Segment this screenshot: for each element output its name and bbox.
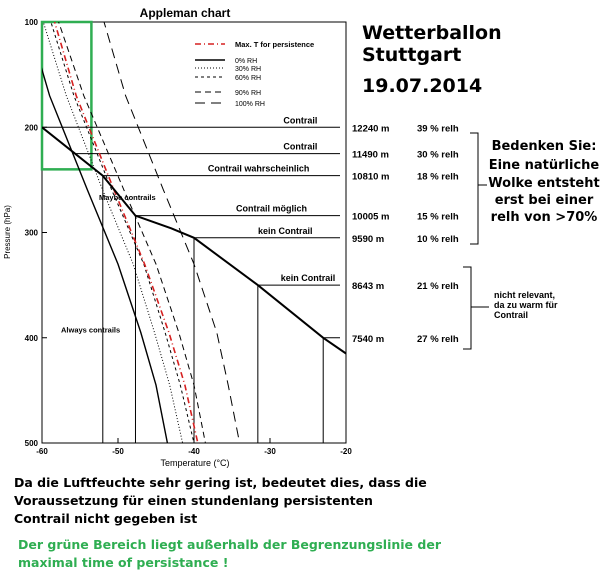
footer-green-line: Der grüne Bereich liegt außerhalb der Begrenzungslinie der: [18, 537, 441, 552]
level-relh: 10 % relh: [417, 233, 459, 245]
level-height: 11490 m: [352, 149, 389, 161]
small-note: [494, 290, 558, 320]
level-label: Contrail: [283, 115, 318, 126]
side-note-line: erst bei einer: [494, 193, 594, 208]
x-tick-label: -60: [36, 447, 48, 456]
level-height: 12240 m: [352, 123, 390, 135]
x-tick-label: -20: [340, 447, 352, 456]
small-note-line: da zu warm für: [494, 300, 558, 310]
series-line: [24, 18, 168, 443]
x-tick-label: -30: [264, 447, 276, 456]
series-line: [103, 18, 240, 443]
footer-green-text: [18, 536, 441, 572]
level-height: 10005 m: [352, 211, 390, 223]
y-tick-label: 200: [24, 123, 38, 133]
x-tick-label: -50: [112, 447, 124, 456]
legend-label: 30% RH: [235, 66, 262, 73]
y-axis-label: Pressure (hPa): [3, 205, 12, 259]
level-height: 8643 m: [352, 281, 385, 293]
y-tick-label: 400: [24, 333, 38, 343]
footer-line: Da die Luftfeuchte sehr gering ist, bedeutet dies, dass die: [14, 475, 427, 490]
level-relh: 18 % relh: [417, 171, 459, 183]
side-note-line: Wolke entsteht: [488, 176, 600, 191]
y-tick-label: 500: [24, 439, 38, 448]
y-tick-label: 100: [24, 18, 38, 27]
level-label: kein Contrail: [280, 273, 336, 284]
small-note-line: Contrail: [494, 310, 529, 320]
x-axis-label: Temperature (°C): [160, 458, 230, 468]
heading-title: Wetterballon: [362, 22, 502, 44]
footer-line: Contrail nicht gegeben ist: [14, 511, 198, 526]
level-height: 7540 m: [352, 333, 385, 345]
level-height: 10810 m: [352, 171, 390, 183]
footer-line: Voraussetzung für einen stundenlang persistenten: [14, 493, 373, 508]
relh-bracket-lower: [463, 267, 471, 349]
side-note: [485, 139, 603, 226]
side-note-line: Eine natürliche: [488, 158, 600, 173]
level-label: Contrail: [283, 141, 318, 152]
x-tick-label: -40: [188, 447, 200, 456]
chart-annotation: Maybe contrails: [99, 192, 156, 202]
level-height: 9590 m: [352, 233, 385, 245]
y-tick-label: 300: [24, 228, 38, 238]
legend-label: 90% RH: [235, 90, 262, 97]
relh-bracket-upper: [470, 133, 478, 244]
series-line: [42, 18, 183, 443]
level-relh: 39 % relh: [417, 123, 459, 135]
side-note-line: relh von >70%: [490, 210, 598, 225]
small-note-line: nicht relevant,: [494, 290, 556, 300]
heading-location: Stuttgart: [362, 44, 462, 66]
chart-annotation: Always contrails: [61, 325, 121, 335]
legend-label: 100% RH: [235, 101, 265, 108]
level-relh: 27 % relh: [417, 333, 459, 345]
footer-green-line: maximal time of persistance !: [18, 555, 229, 570]
chart-title: Appleman chart: [139, 6, 231, 20]
footer-text: [14, 474, 427, 528]
legend-label: 60% RH: [235, 75, 262, 82]
level-label: kein Contrail: [257, 225, 313, 236]
legend-label: Max. T for persistence: [235, 40, 315, 49]
heading-date: 19.07.2014: [362, 75, 483, 97]
level-relh: 21 % relh: [417, 281, 459, 293]
level-label: Contrail möglich: [236, 203, 308, 214]
level-label: Contrail wahrscheinlich: [207, 163, 310, 174]
legend-label: 0% RH: [235, 58, 258, 65]
level-relh: 30 % relh: [417, 149, 459, 161]
level-relh: 15 % relh: [417, 211, 459, 223]
side-note-line: Bedenken Sie:: [491, 139, 597, 154]
